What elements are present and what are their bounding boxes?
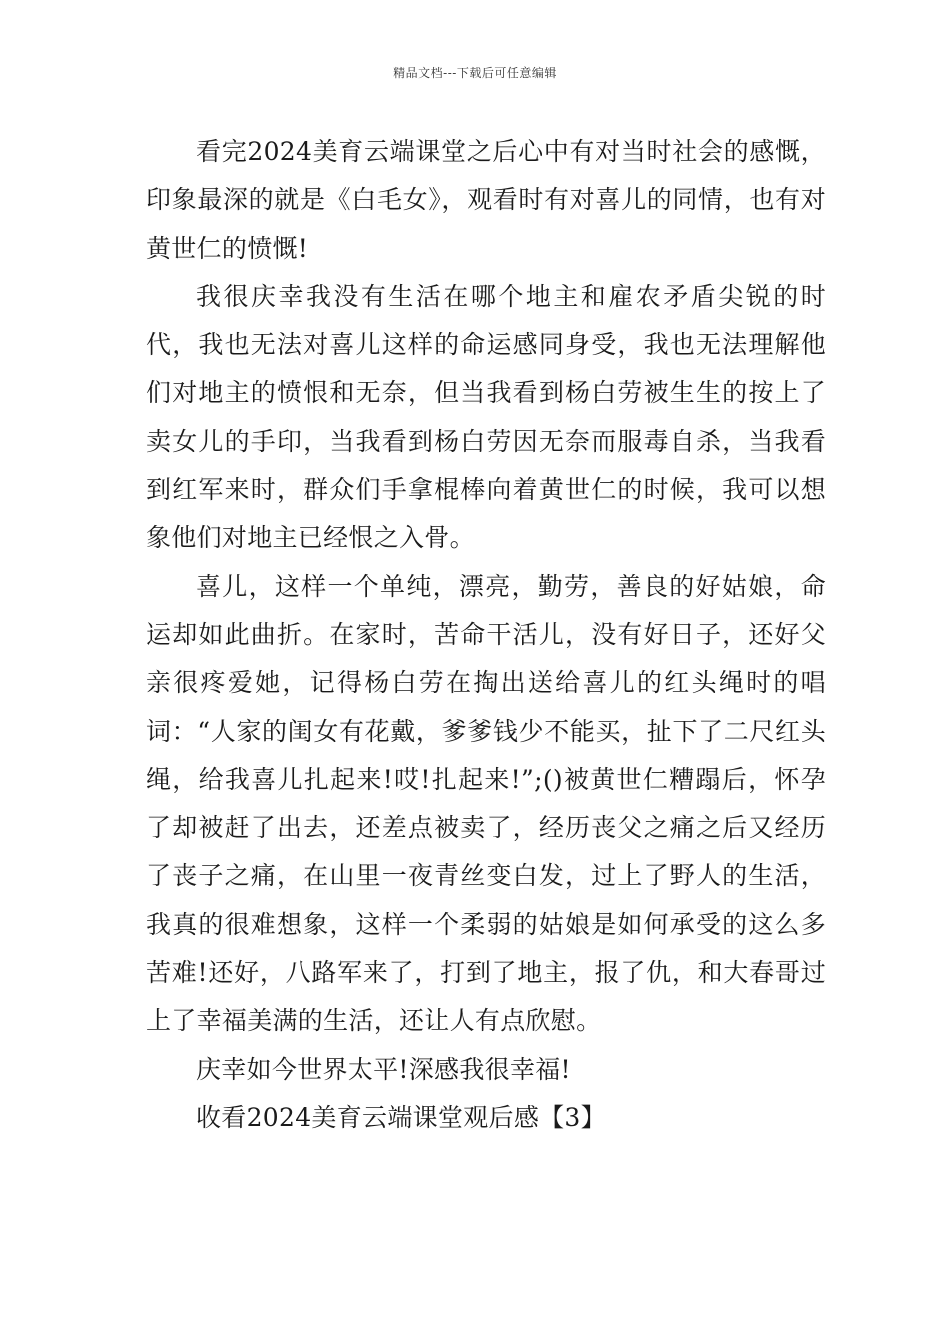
paragraph-2: 我很庆幸我没有生活在哪个地主和雇农矛盾尖锐的时代，我也无法对喜儿这样的命运感同身受，我也无法理解他们对地主的愤恨和无奈，但当我看到杨白劳被生生的按上了卖女儿的手印，当我看到杨白劳因无奈而服毒自杀，当我看到红军来时，群众们手拿棍棒向着黄世仁的时候，我可以想象他们对地主已经恨之入骨。 [146,281,826,553]
section-heading: 收看2024美育云端课堂观后感【3】 [196,1102,606,1132]
page-header: 精品文档---下载后可任意编辑 [393,66,557,80]
paragraph-1: 看完2024美育云端课堂之后心中有对当时社会的感慨，印象最深的就是《白毛女》，观看时有对喜儿的同情，也有对黄世仁的愤慨! [146,137,826,263]
document-body [146,128,826,1142]
paragraph-3: 喜儿，这样一个单纯，漂亮，勤劳，善良的好姑娘，命运却如此曲折。在家时，苦命干活儿，没有好日子，还好父亲很疼爱她，记得杨白劳在掏出送给喜儿的红头绳时的唱词：“人家的闺女有花戴，爹爹钱少不能买，扯下了二尺红头绳，给我喜儿扎起来!哎!扎起来!”;()被黄世仁糟蹋后，怀孕了却被赶了出去，还差点被卖了，经历丧父之痛之后又经历了丧子之痛，在山里一夜青丝变白发，过上了野人的生活，我真的很难想象，这样一个柔弱的姑娘是如何承受的这么多苦难!还好，八路军来了，打到了地主，报了仇，和大春哥过上了幸福美满的生活，还让人有点欣慰。 [146,571,826,1036]
paragraph-4: 庆幸如今世界太平!深感我很幸福! [196,1054,571,1084]
